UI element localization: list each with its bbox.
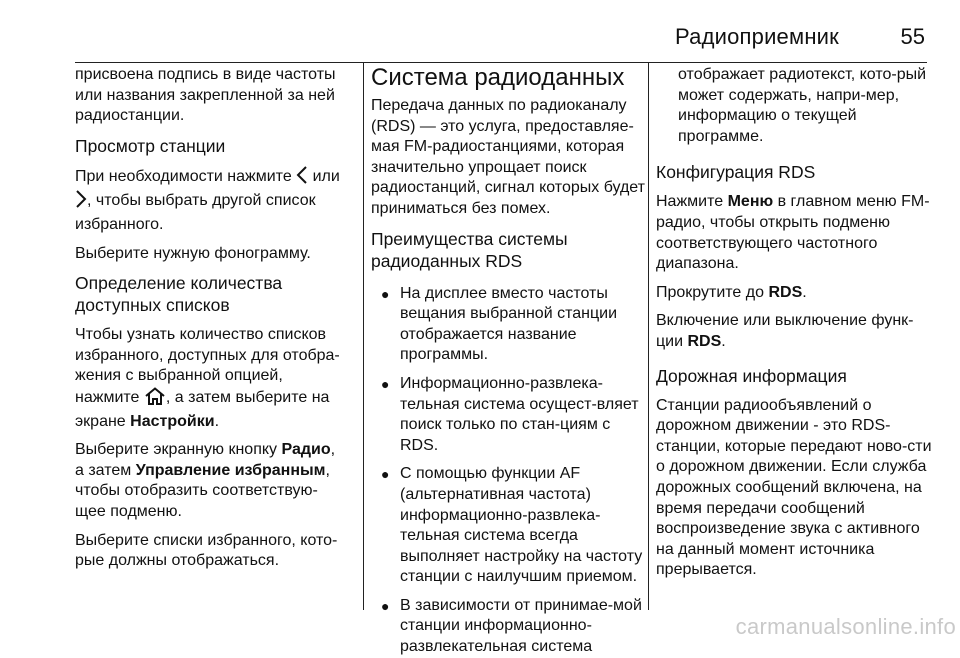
list-item-text: В зависимости от принимае-мой станции информационно-развлекательная система [400, 596, 642, 656]
text-fragment: , а затем [75, 441, 336, 479]
view-paragraph-2: Выберите нужную фонограмму. [75, 244, 311, 262]
count-paragraph-2 [75, 440, 347, 522]
bold-term: Управление избранным [135, 461, 326, 479]
list-item-text: Информационно-развлека-тельная система осущест-вляет поиск только по стан-циям с RDS. [400, 374, 639, 454]
chevron-right-icon [75, 190, 87, 215]
text-fragment: , чтобы отобразить соответствую-щее подменю. [75, 461, 330, 520]
heading-traffic-info: Дорожная информация [656, 365, 847, 386]
list-item [371, 464, 649, 588]
text-fragment: , а затем выберите на экране [75, 388, 330, 430]
list-item-text: С помощью функции AF (альтернативная частота) информационно-развлека-тельная система всегда выполняет настройку на частоту станции с наилучшим приемом. [400, 465, 643, 586]
text-fragment: При необходимости нажмите [75, 167, 297, 185]
list-item [371, 596, 649, 658]
page-number: 55 [900, 24, 925, 49]
text-fragment: , чтобы выбрать другой список избранного. [75, 192, 316, 233]
config-paragraph-2 [656, 283, 934, 304]
home-icon [144, 387, 166, 412]
intro-paragraph: присвоена подпись в виде частоты или названия закрепленной за ней радиостанции. [75, 66, 336, 125]
column-middle [363, 62, 649, 656]
heading-count-lists: Определение количества доступных списков [75, 273, 283, 316]
chevron-left-icon [296, 166, 308, 191]
bold-term: Меню [727, 193, 774, 211]
text-fragment: Чтобы узнать количество списков избранного, доступных для отобра-жения с выбранной опцией, нажмите [75, 326, 340, 406]
count-paragraph-3: Выберите списки избранного, кото-рые должны отображаться. [75, 531, 338, 570]
text-fragment: Выберите экранную кнопку [75, 441, 282, 459]
column-left [75, 62, 347, 610]
text-fragment: . [214, 412, 220, 430]
config-paragraph-1 [656, 192, 934, 274]
page-header [75, 0, 927, 63]
text-fragment: Включение или выключение функ-ции [656, 312, 914, 350]
heading-rds-config: Конфигурация RDS [656, 162, 816, 183]
heading-rds-advantages: Преимущества системы радиоданных RDS [371, 228, 568, 271]
page-title: Радиоприемник [674, 24, 839, 49]
text-fragment: . [802, 283, 807, 301]
traffic-paragraph: Станции радиообъявлений о дорожном движении - это RDS-станции, которые передают ново-сти о дорожном движении. Если служба дорожных сообщений включена, на время передачи сообщений воспроизведение звука с активного на данный момент источника прерывается. [656, 396, 932, 579]
heading-view-station: Просмотр станции [75, 135, 226, 156]
watermark: carmanualsonline.info [735, 614, 956, 639]
view-paragraph-1 [75, 166, 347, 236]
bold-term: RDS [687, 332, 722, 350]
bullet-icon: ● [381, 597, 390, 614]
heading-rds-system: Система радиоданных [371, 64, 625, 91]
bullet-icon: ● [381, 285, 390, 302]
advantages-list [371, 284, 649, 658]
text-fragment: Прокрутите до [656, 283, 769, 301]
rds-paragraph: Передача данных по радиоканалу (RDS) — это услуга, предоставляе-мая FM-радиостанциями, которая значительно упрощает поиск радиостанций, сигнал которых будет приниматься без помех. [371, 97, 645, 217]
list-item-text: На дисплее вместо частоты вещания выбранной станции отображается название программы. [400, 284, 617, 364]
bullet-icon: ● [381, 466, 390, 483]
bold-term: Радио [281, 441, 331, 459]
list-item [371, 284, 649, 366]
text-fragment: Нажмите [656, 193, 728, 211]
config-paragraph-3 [656, 311, 934, 352]
text-fragment: в главном меню FM-радио, чтобы открыть подменю соответствующего частотного диапазона. [656, 193, 930, 273]
bold-term: RDS [768, 283, 803, 301]
bullet-icon: ● [381, 375, 390, 392]
list-item [371, 374, 649, 456]
continued-paragraph: отображает радиотекст, кото-рый может содержать, напри-мер, информацию о текущей программе. [678, 66, 927, 145]
text-fragment: или [308, 167, 340, 185]
count-paragraph-1 [75, 325, 347, 432]
text-fragment: . [721, 332, 726, 350]
bold-term: Настройки [130, 412, 215, 430]
column-right [648, 62, 934, 610]
